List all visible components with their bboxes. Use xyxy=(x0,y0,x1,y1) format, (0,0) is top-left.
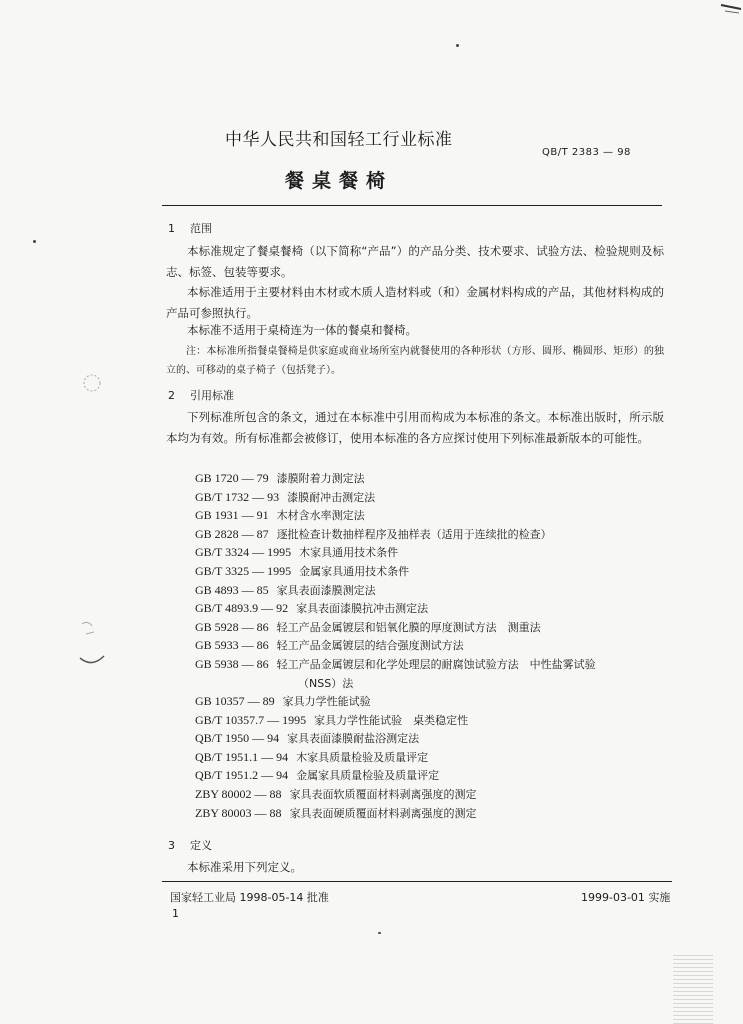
section-number: 3 xyxy=(168,839,175,852)
reference-code: GB 2828 — 87 xyxy=(195,526,269,541)
reference-title: 漆膜耐冲击测定法 xyxy=(287,490,376,504)
binding-hole-mark xyxy=(78,648,108,670)
reference-title: 家具表面漆膜抗冲击测定法 xyxy=(296,602,429,616)
paragraph: 下列标准所包含的条文，通过在本标准中引用而构成为本标准的条文。本标准出版时，所示版本均为有效。所有标准都会被修订，使用本标准的各方应探讨使用下列标准最新版本的可能性。 xyxy=(166,410,664,445)
reference-title: 木家具质量检验及质量评定 xyxy=(296,750,429,764)
list-item xyxy=(195,506,596,525)
scan-corner-mark xyxy=(719,0,743,12)
page-number: 1 xyxy=(172,907,179,920)
list-item xyxy=(195,469,596,488)
list-item xyxy=(195,581,596,600)
reference-title: 逐批检查计数抽样程序及抽样表（适用于连续批的检查） xyxy=(276,527,552,541)
reference-code: QB/T 1950 — 94 xyxy=(195,731,280,746)
reference-code: QB/T 1951.1 — 94 xyxy=(195,749,289,764)
implementation-date: 1999-03-01 实施 xyxy=(581,891,671,904)
section-heading-normative-references xyxy=(168,387,234,403)
reference-title: 木家具通用技术条件 xyxy=(299,546,399,560)
reference-code: QB/T 1951.2 — 94 xyxy=(195,768,289,783)
list-item xyxy=(195,804,596,823)
standard-number: QB/T 2383 — 98 xyxy=(542,147,631,158)
reference-title: 轻工产品金属镀层和铝氧化膜的厚度测试方法 测重法 xyxy=(276,620,541,634)
reference-title: 金属家具质量检验及质量评定 xyxy=(296,769,440,783)
list-item xyxy=(195,692,596,711)
paragraph: 本标准规定了餐桌餐椅（以下简称“产品”）的产品分类、技术要求、试验方法、检验规则及标志、标签、包装等要求。 xyxy=(166,244,664,279)
reference-title-continuation: （NSS）法 xyxy=(298,676,354,690)
reference-title: 轻工产品金属镀层和化学处理层的耐腐蚀试验方法 中性盐雾试验 xyxy=(276,657,596,671)
section-title: 范围 xyxy=(190,222,212,235)
reference-code: GB 1720 — 79 xyxy=(195,471,269,485)
list-item xyxy=(195,785,596,804)
reference-code: GB/T 10357.7 — 1995 xyxy=(195,712,307,727)
reference-code: GB 5938 — 86 xyxy=(195,656,269,671)
reference-title: 家具力学性能试验 xyxy=(282,694,371,708)
list-item xyxy=(195,766,596,785)
scan-edge-smudge xyxy=(673,954,713,1024)
list-item xyxy=(195,525,596,544)
reference-code: GB 5928 — 86 xyxy=(195,619,269,634)
approval-statement: 国家轻工业局 1998-05-14 批准 xyxy=(170,891,329,904)
reference-title: 漆膜附着力测定法 xyxy=(276,472,365,485)
reference-code: GB 5933 — 86 xyxy=(195,638,269,653)
list-item xyxy=(195,562,596,581)
reference-code: GB/T 3325 — 1995 xyxy=(195,563,292,578)
reference-code: ZBY 80003 — 88 xyxy=(195,805,282,820)
reference-title: 家具表面硬质覆面材料剥离强度的测定 xyxy=(289,806,477,820)
header-rule xyxy=(162,205,662,206)
reference-title: 家具表面软质覆面材料剥离强度的测定 xyxy=(289,787,477,801)
reference-title: 家具力学性能试验 桌类稳定性 xyxy=(314,713,469,727)
section-number: 2 xyxy=(168,389,175,402)
reference-title: 轻工产品金属镀层的结合强度测试方法 xyxy=(276,639,464,653)
footer-rule xyxy=(162,881,672,882)
reference-title: 家具表面漆膜耐盐浴测定法 xyxy=(287,732,420,746)
section-number: 1 xyxy=(168,222,175,235)
binding-hole-mark xyxy=(78,618,108,640)
list-item xyxy=(195,748,596,767)
paragraph: 本标准不适用于桌椅连为一体的餐桌和餐椅。 xyxy=(187,323,417,337)
list-item xyxy=(195,636,596,655)
reference-code: GB/T 4893.9 — 92 xyxy=(195,601,289,616)
list-item xyxy=(195,618,596,637)
reference-code: GB/T 3324 — 1995 xyxy=(195,545,292,560)
scan-speck xyxy=(378,932,381,934)
section-heading-scope xyxy=(168,220,212,236)
reference-title: 家具表面漆膜测定法 xyxy=(276,583,376,597)
list-item xyxy=(195,488,596,507)
scan-speck xyxy=(33,240,36,243)
issuing-organization: 中华人民共和国轻工行业标准 xyxy=(225,130,453,150)
reference-code: GB 1931 — 91 xyxy=(195,508,269,523)
list-item xyxy=(195,655,596,692)
list-item xyxy=(195,599,596,618)
scope-note: 注：本标准所指餐桌餐椅是供家庭或商业场所室内就餐使用的各种形状（方形、圆形、椭圆形、矩形）的独立的、可移动的桌子椅子（包括凳子）。 xyxy=(166,346,664,376)
binding-hole-mark xyxy=(78,372,108,394)
section-title: 定义 xyxy=(190,839,212,852)
reference-code: GB/T 1732 — 93 xyxy=(195,489,280,504)
reference-code: ZBY 80002 — 88 xyxy=(195,786,282,801)
document-title: 餐桌餐椅 xyxy=(285,170,394,192)
list-item xyxy=(195,711,596,730)
reference-code: GB 4893 — 85 xyxy=(195,582,269,597)
reference-code: GB 10357 — 89 xyxy=(195,693,275,708)
list-item xyxy=(195,543,596,562)
reference-list xyxy=(195,469,596,822)
reference-title: 木材含水率测定法 xyxy=(276,509,365,523)
list-item xyxy=(195,729,596,748)
reference-title: 金属家具通用技术条件 xyxy=(299,564,410,578)
paragraph: 本标准采用下列定义。 xyxy=(187,860,302,874)
section-title: 引用标准 xyxy=(190,389,234,402)
section-heading-definitions xyxy=(168,837,212,853)
scan-speck xyxy=(456,44,459,47)
paragraph: 本标准适用于主要材料由木材或木质人造材料或（和）金属材料构成的产品，其他材料构成的产品可参照执行。 xyxy=(166,285,664,320)
